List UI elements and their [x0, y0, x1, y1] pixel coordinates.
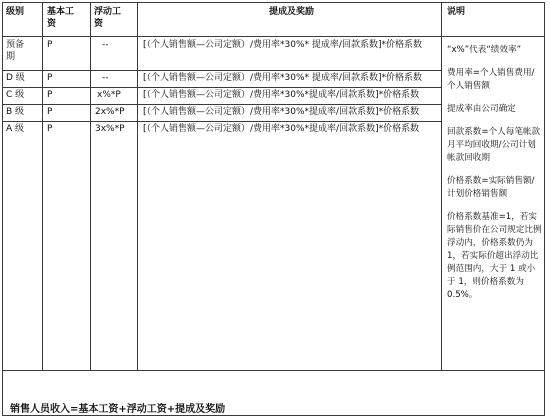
row-floating: x%*P	[97, 90, 121, 100]
header-floating-salary: 浮动工 资	[94, 7, 122, 29]
note-item: 价格系数基准=1，若实际销售价在公司规定比例浮动内，价格系数仍为 1，若实际价超出浮动比例范围内，大于 1 或小于 1，则价格系数为 0.5%。	[447, 212, 542, 300]
row-base: P	[47, 107, 53, 117]
note-item: 费用率=个人销售费用/个人销售额	[447, 68, 535, 91]
header-level: 级别	[6, 7, 25, 17]
income-formula: 销售人员收入=基本工资+浮动工资+提成及奖励	[10, 404, 226, 415]
note-item: 提成率由公司确定	[447, 104, 516, 114]
row-base: P	[47, 40, 53, 50]
row-formula: [（个人销售额—公司定额）/费用率*30%*提成率/回款系数]*价格系数	[143, 107, 420, 117]
row-formula: [（个人销售额—公司定额）/费用率*30%*提成率/回款系数]*价格系数	[143, 124, 420, 134]
row-level: C 级	[6, 90, 25, 100]
notes-column	[447, 44, 543, 312]
row-floating: 3x%*P	[95, 124, 125, 134]
row-level: B 级	[6, 107, 25, 117]
row-floating: --	[102, 73, 109, 83]
row-base: P	[47, 73, 53, 83]
row-level: 预备 期	[6, 40, 25, 62]
note-item: 价格系数=实际销售额/计划价格销售额	[447, 176, 535, 199]
header-commission: 提成及奖励	[269, 7, 315, 17]
note-item: 回款系数=个人每笔帐款月平均回收期/公司计划帐款回收期	[447, 127, 541, 163]
header-base-salary: 基本工 资	[47, 7, 75, 29]
row-formula: [（个人销售额—公司定额）/费用率*30%* 提成率/回款系数]*价格系数	[143, 40, 422, 50]
row-formula: [（个人销售额—公司定额）/费用率*30%*提成率/回款系数]*价格系数	[143, 90, 420, 100]
row-base: P	[47, 124, 53, 134]
row-floating: --	[102, 40, 109, 50]
row-level: D 级	[6, 73, 25, 83]
row-floating: 2x%*P	[95, 107, 125, 117]
note-item: “x%”代表“绩效率”	[447, 45, 522, 55]
row-base: P	[47, 90, 53, 100]
header-notes: 说明	[447, 7, 466, 17]
row-level: A 级	[6, 124, 25, 134]
row-formula: [（个人销售额—公司定额）/费用率*30%* 提成率/回款系数]*价格系数	[143, 73, 422, 83]
